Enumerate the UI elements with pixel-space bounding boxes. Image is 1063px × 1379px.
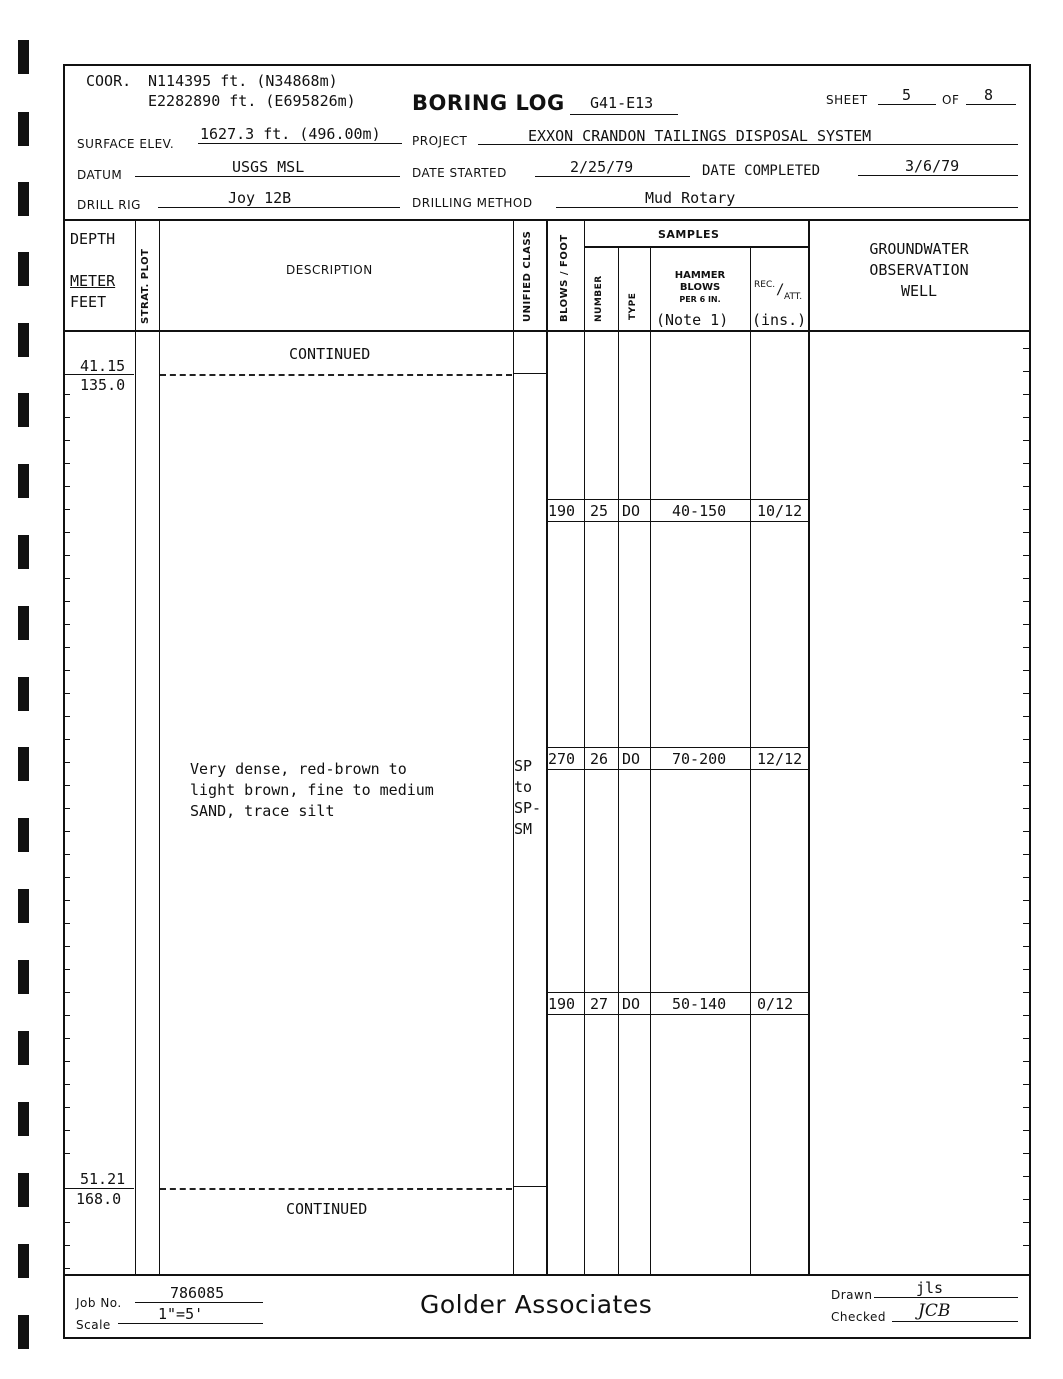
samples-header: SAMPLES [658,228,720,241]
sample-type: DO [622,995,641,1013]
rec-units: (ins.) [752,311,807,329]
drilling-method-value: Mud Rotary [645,189,736,207]
class-line3: SP- [514,799,542,817]
checked-label: Checked [831,1310,886,1324]
hammer-line1: HAMMER [674,270,726,281]
date-started-value: 2/25/79 [570,158,634,176]
top-continued-label: CONTINUED [289,345,371,363]
unified-class-value [514,756,541,840]
sample-blows: 190 [548,995,576,1013]
class-line2: to [514,778,533,796]
job-number: 786085 [170,1284,225,1302]
type-header: TYPE [628,292,638,320]
scale-label: Scale [76,1318,111,1332]
of-label: OF [942,93,960,107]
depth-header: DEPTH [70,230,116,248]
drawn-value: jls [916,1279,944,1297]
bottom-depth-meter: 51.21 [80,1170,126,1188]
surface-elev-label: SURFACE ELEV. [77,137,175,151]
checked-initials: JCB [918,1301,951,1321]
description-line3: SAND, trace silt [190,802,335,820]
groundwater-line3: WELL [900,282,938,300]
job-label: Job No. [76,1296,122,1310]
project-label: PROJECT [412,134,468,148]
sample-blows: 270 [548,750,576,768]
description-line1: Very dense, red-brown to [190,760,407,778]
feet-header: FEET [70,293,107,311]
hammer-blows-header [652,270,748,306]
blows-foot-header: BLOWS / FOOT [559,234,570,322]
groundwater-line2: OBSERVATION [869,261,969,279]
sheet-number: 5 [902,86,912,104]
sample-number: 27 [590,995,609,1013]
sheet-label: SHEET [826,93,868,107]
att-label: ATT. [784,292,803,302]
scale-value: 1"=5' [158,1305,204,1323]
coor-line2: E2282890 ft. (E695826m) [148,92,356,110]
rec-label: REC. [754,280,776,290]
boring-id: G41-E13 [590,94,654,112]
number-header: NUMBER [594,275,604,322]
hammer-line2: BLOWS [679,282,721,293]
sample-recovery: 0/12 [757,995,794,1013]
top-depth-meter: 41.15 [80,357,126,375]
datum-label: DATUM [77,168,123,182]
document-title: BORING LOG [412,91,565,115]
drill-rig-value: Joy 12B [228,189,292,207]
sample-number: 26 [590,750,609,768]
bottom-depth-feet: 168.0 [76,1190,122,1208]
top-depth-feet: 135.0 [80,376,126,394]
drawn-label: Drawn [831,1288,873,1302]
sample-hammer: 50-140 [672,995,727,1013]
sample-number: 25 [590,502,609,520]
date-started-label: DATE STARTED [412,166,507,180]
hammer-note: (Note 1) [656,311,729,329]
meter-header: METER [70,272,116,290]
surface-elev-value: 1627.3 ft. (496.00m) [200,125,381,143]
soil-description [190,759,434,822]
sample-type: DO [622,502,641,520]
coor-line1: N114395 ft. (N34868m) [148,72,338,90]
sample-hammer: 70-200 [672,750,727,768]
bottom-continued-label: CONTINUED [286,1200,368,1218]
groundwater-header [812,239,1026,302]
datum-value: USGS MSL [232,158,305,176]
drilling-method-label: DRILLING METHOD [412,196,533,210]
date-completed-value: 3/6/79 [905,157,960,175]
drill-rig-label: DRILL RIG [77,198,141,212]
description-line2: light brown, fine to medium [190,781,434,799]
strat-plot-header: STRAT. PLOT [140,248,151,324]
class-line4: SM [514,820,533,838]
date-completed-label: DATE COMPLETED [702,163,821,179]
hammer-line3: PER 6 IN. [679,295,721,304]
description-header: DESCRIPTION [286,263,373,277]
company-name: Golder Associates [420,1290,653,1319]
sample-blows: 190 [548,502,576,520]
class-line1: SP [514,757,533,775]
sample-type: DO [622,750,641,768]
sample-recovery: 10/12 [757,502,803,520]
coor-label: COOR. [86,72,132,90]
groundwater-line1: GROUNDWATER [869,240,969,258]
sheet-total: 8 [984,86,994,104]
sample-recovery: 12/12 [757,750,803,768]
unified-class-header: UNIFIED CLASS [522,230,533,322]
project-value: EXXON CRANDON TAILINGS DISPOSAL SYSTEM [528,127,872,145]
sample-hammer: 40-150 [672,502,727,520]
